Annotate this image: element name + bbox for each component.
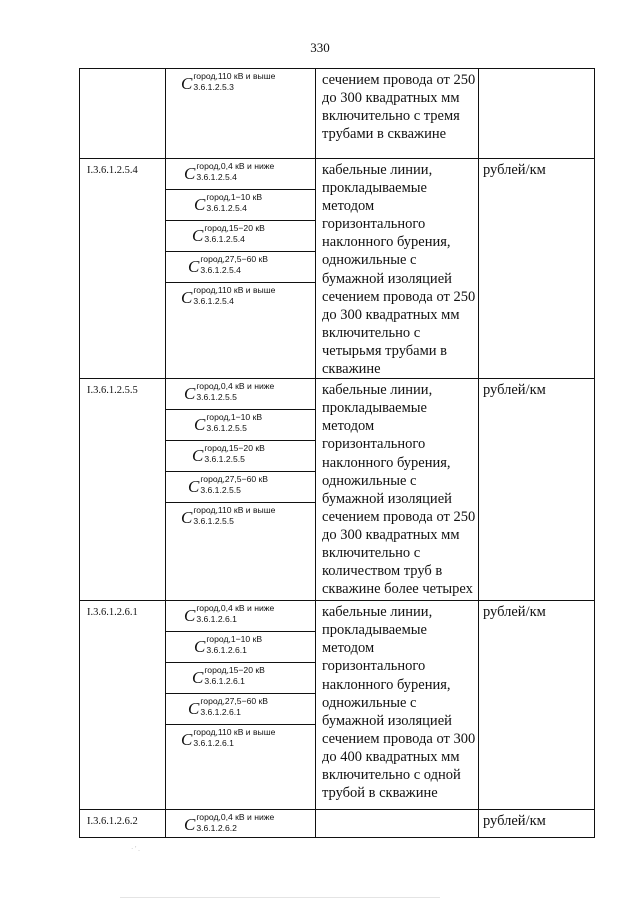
row-unit: рублей/км <box>479 810 595 838</box>
symbol-superscript: город,1−10 кВ <box>206 634 263 645</box>
tariff-table <box>79 68 595 838</box>
symbol-letter: C <box>188 699 200 719</box>
symbol-subscript: 3.6.1.2.5.4 <box>200 264 241 275</box>
rate-symbol <box>166 725 315 809</box>
rate-symbol <box>166 283 315 365</box>
symbol-subscript: 3.6.1.2.5.5 <box>200 484 241 495</box>
scan-edge-line <box>120 897 440 898</box>
symbol-superscript: город,0,4 кВ и ниже <box>196 812 275 823</box>
row-code <box>80 69 166 159</box>
symbol-letter: C <box>184 384 196 404</box>
symbol-superscript: город,15−20 кВ <box>204 665 265 676</box>
symbol-superscript: город,110 кВ и выше <box>193 71 276 81</box>
symbol-superscript: город,27,5−60 кВ <box>200 254 269 264</box>
symbol-letter: C <box>188 477 200 497</box>
rate-symbol <box>166 159 315 190</box>
row-description: сечением провода от 250 до 300 квадратных мм включительно с тремя трубами в скважине <box>316 69 479 159</box>
symbol-subscript: 3.6.1.2.5.4 <box>193 295 234 306</box>
symbol-superscript: город,110 кВ и выше <box>193 727 276 738</box>
symbol-letter: C <box>194 195 206 214</box>
table-row <box>80 379 595 601</box>
rate-symbol <box>166 694 315 725</box>
symbol-subscript: 3.6.1.2.6.1 <box>206 644 247 655</box>
row-code: I.3.6.1.2.6.1 <box>80 601 166 810</box>
symbol-superscript: город,15−20 кВ <box>204 223 265 233</box>
row-description: кабельные линии, прокладываемые методом горизонтального наклонного бурения, одножильные с бумажной изоляцией сечением провода от 250 до 300 квадратных мм включительно с количеством труб в скважине более четырех <box>316 379 479 601</box>
symbol-letter: C <box>194 637 206 657</box>
rate-symbol <box>166 221 315 252</box>
symbol-letter: C <box>181 508 193 528</box>
symbol-letter: C <box>192 668 204 688</box>
rate-symbol <box>166 441 315 472</box>
scan-artifact: · ' . <box>131 845 140 853</box>
symbol-superscript: город,0,4 кВ и ниже <box>196 381 275 392</box>
symbol-letter: C <box>181 288 193 307</box>
symbol-subscript: 3.6.1.2.6.1 <box>193 737 234 748</box>
rate-symbol <box>166 663 315 694</box>
rate-symbols <box>166 159 316 379</box>
row-code: I.3.6.1.2.5.4 <box>80 159 166 379</box>
symbol-letter: C <box>192 226 204 245</box>
page-number: 330 <box>310 40 330 55</box>
row-unit <box>479 69 595 159</box>
symbol-superscript: город,110 кВ и выше <box>193 505 276 516</box>
symbol-superscript: город,0,4 кВ и ниже <box>196 161 275 171</box>
table-row <box>80 69 595 159</box>
row-unit: рублей/км <box>479 379 595 601</box>
symbol-subscript: 3.6.1.2.6.2 <box>196 822 237 833</box>
rate-symbols <box>166 69 316 159</box>
symbol-letter: C <box>188 257 200 276</box>
symbol-letter: C <box>184 606 196 626</box>
symbol-superscript: город,110 кВ и выше <box>193 285 276 295</box>
rate-symbol <box>166 410 315 441</box>
row-code: I.3.6.1.2.5.5 <box>80 379 166 601</box>
symbol-letter: C <box>194 415 206 435</box>
rate-symbols <box>166 379 316 601</box>
symbol-letter: C <box>184 164 196 183</box>
row-unit: рублей/км <box>479 601 595 810</box>
symbol-subscript: 3.6.1.2.6.1 <box>204 675 245 686</box>
symbol-subscript: 3.6.1.2.5.4 <box>204 233 245 244</box>
rate-symbol <box>166 472 315 503</box>
table-row <box>80 810 595 838</box>
symbol-superscript: город,1−10 кВ <box>206 192 263 202</box>
rate-symbol <box>166 252 315 283</box>
rate-symbols <box>166 810 316 838</box>
symbol-letter: C <box>192 446 204 466</box>
rate-symbol <box>166 379 315 410</box>
rate-symbol <box>166 632 315 663</box>
rate-symbol <box>166 601 315 632</box>
rate-symbol <box>166 190 315 221</box>
symbol-superscript: город,27,5−60 кВ <box>200 474 269 485</box>
symbol-subscript: 3.6.1.2.5.4 <box>196 171 237 182</box>
row-description: кабельные линии, прокладываемые методом горизонтального наклонного бурения, одножильные с бумажной изоляцией сечением провода от 250 до 300 квадратных мм включительно с четырьмя трубами в скважине <box>316 159 479 379</box>
symbol-subscript: 3.6.1.2.5.4 <box>206 202 247 213</box>
symbol-subscript: 3.6.1.2.5.5 <box>206 422 247 433</box>
row-unit: рублей/км <box>479 159 595 379</box>
rate-symbols <box>166 601 316 810</box>
symbol-subscript: 3.6.1.2.5.5 <box>196 391 237 402</box>
symbol-letter: C <box>184 815 196 835</box>
symbol-superscript: город,15−20 кВ <box>204 443 265 454</box>
table-row <box>80 601 595 810</box>
symbol-subscript: 3.6.1.2.6.1 <box>200 706 241 717</box>
row-code: I.3.6.1.2.6.2 <box>80 810 166 838</box>
rate-symbol <box>166 503 315 600</box>
symbol-subscript: 3.6.1.2.5.5 <box>193 515 234 526</box>
symbol-subscript: 3.6.1.2.5.3 <box>193 81 234 92</box>
symbol-subscript: 3.6.1.2.6.1 <box>196 613 237 624</box>
symbol-letter: C <box>181 730 193 750</box>
symbol-superscript: город,27,5−60 кВ <box>200 696 269 707</box>
symbol-subscript: 3.6.1.2.5.5 <box>204 453 245 464</box>
rate-symbol <box>166 810 315 837</box>
symbol-superscript: город,1−10 кВ <box>206 412 263 423</box>
symbol-superscript: город,0,4 кВ и ниже <box>196 603 275 614</box>
table-row <box>80 159 595 379</box>
row-description: кабельные линии, прокладываемые методом горизонтального наклонного бурения, одножильные с бумажной изоляцией сечением провода от 300 до 400 квадратных мм включительно с одной трубой в скважине <box>316 601 479 810</box>
rate-symbol <box>166 69 315 158</box>
symbol-letter: C <box>181 74 193 93</box>
row-description <box>316 810 479 838</box>
